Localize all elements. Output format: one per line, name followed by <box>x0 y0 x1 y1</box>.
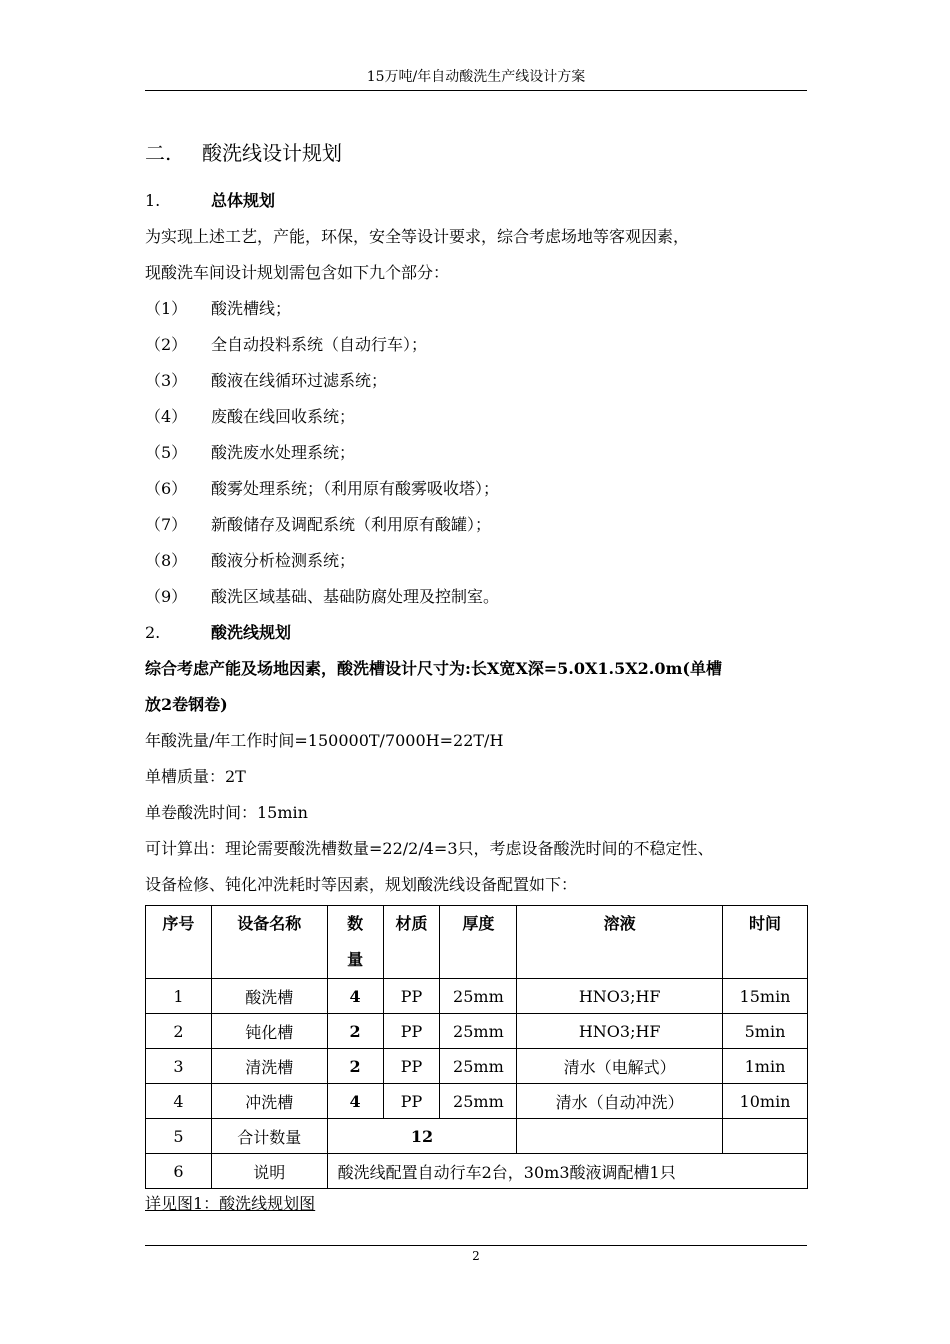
paragraph-line: 现酸洗车间设计规划需包含如下九个部分： <box>145 263 450 282</box>
table-row <box>146 1014 808 1049</box>
cell-no: 1 <box>146 979 212 1014</box>
page-number: 2 <box>472 1249 480 1263</box>
header-thickness: 厚度 <box>440 906 517 979</box>
table-row-note <box>146 1154 808 1189</box>
bold-paragraph-line: 综合考虑产能及场地因素，酸洗槽设计尺寸为:长X宽X深=5.0X1.5X2.0m(单槽 <box>145 659 722 678</box>
list-text: 酸液在线循环过滤系统； <box>211 371 388 390</box>
paragraph-line: 为实现上述工艺，产能，环保，安全等设计要求，综合考虑场地等客观因素， <box>145 227 690 246</box>
cell-qty: 4 <box>327 979 383 1014</box>
figure-reference: 详见图1：酸洗线规划图 <box>145 1194 316 1213</box>
list-text: 新酸储存及调配系统（利用原有酸罐）； <box>211 515 492 534</box>
list-text: 废酸在线回收系统； <box>211 407 356 426</box>
list-text: 酸洗槽线； <box>211 299 292 318</box>
cell-solution: 清水（自动冲洗） <box>517 1084 723 1119</box>
cell-no: 6 <box>146 1154 212 1189</box>
calc-line: 设备检修、钝化冲洗耗时等因素，规划酸洗线设备配置如下： <box>145 875 578 894</box>
bold-paragraph-line: 放2卷钢卷) <box>145 695 228 714</box>
document-body <box>145 134 807 1218</box>
cell-material: PP <box>383 1049 440 1084</box>
cell-name: 酸洗槽 <box>211 979 327 1014</box>
calc-line: 年酸洗量/年工作时间=150000T/7000H=22T/H <box>145 731 504 750</box>
cell-name: 清洗槽 <box>211 1049 327 1084</box>
cell-material: PP <box>383 979 440 1014</box>
list-item <box>145 363 807 399</box>
cell-empty <box>723 1119 808 1154</box>
list-item <box>145 327 807 363</box>
table-header-row <box>146 906 808 979</box>
list-item <box>145 291 807 327</box>
header-no: 序号 <box>146 906 212 979</box>
cell-empty <box>517 1119 723 1154</box>
list-index: （8） <box>145 551 188 570</box>
equipment-table <box>145 905 808 1189</box>
list-index: （7） <box>145 515 188 534</box>
subsection-number: 2. <box>145 623 161 642</box>
list-text: 酸雾处理系统；（利用原有酸雾吸收塔）； <box>211 479 500 498</box>
cell-name: 冲洗槽 <box>211 1084 327 1119</box>
list-item <box>145 471 807 507</box>
calc-line: 单槽质量：2T <box>145 767 246 786</box>
subsection-title: 酸洗线规划 <box>211 623 292 642</box>
cell-no: 4 <box>146 1084 212 1119</box>
list-item <box>145 399 807 435</box>
list-item <box>145 507 807 543</box>
subsection-number: 1. <box>145 191 161 210</box>
cell-name: 说明 <box>211 1154 327 1189</box>
section-title: 酸洗线设计规划 <box>202 141 342 165</box>
list-text: 酸洗废水处理系统； <box>211 443 356 462</box>
cell-note: 酸洗线配置自动行车2台，30m3酸液调配槽1只 <box>327 1154 807 1189</box>
page-header: 15万吨/年自动酸洗生产线设计方案 <box>145 64 807 91</box>
cell-qty: 2 <box>327 1049 383 1084</box>
cell-thickness: 25mm <box>440 1049 517 1084</box>
cell-qty: 4 <box>327 1084 383 1119</box>
header-name: 设备名称 <box>211 906 327 979</box>
cell-qty: 2 <box>327 1014 383 1049</box>
cell-no: 3 <box>146 1049 212 1084</box>
list-text: 全自动投料系统（自动行车）； <box>211 335 428 354</box>
cell-total-qty: 12 <box>327 1119 517 1154</box>
cell-material: PP <box>383 1014 440 1049</box>
cell-name: 合计数量 <box>211 1119 327 1154</box>
calc-line: 单卷酸洗时间：15min <box>145 803 308 822</box>
list-index: （1） <box>145 299 188 318</box>
list-index: （3） <box>145 371 188 390</box>
list-text: 酸液分析检测系统； <box>211 551 356 570</box>
subsection-heading-1 <box>145 183 807 219</box>
table-row-total <box>146 1119 808 1154</box>
header-qty: 数 量 <box>327 906 383 979</box>
cell-name: 钝化槽 <box>211 1014 327 1049</box>
list-item <box>145 579 807 615</box>
cell-time: 1min <box>723 1049 808 1084</box>
subsection-heading-2 <box>145 615 807 651</box>
cell-no: 5 <box>146 1119 212 1154</box>
cell-time: 5min <box>723 1014 808 1049</box>
footer-rule <box>145 1245 807 1246</box>
cell-solution: 清水（电解式） <box>517 1049 723 1084</box>
cell-thickness: 25mm <box>440 979 517 1014</box>
section-number: 二. <box>145 141 172 165</box>
cell-solution: HNO3;HF <box>517 1014 723 1049</box>
header-solution: 溶液 <box>517 906 723 979</box>
list-index: （2） <box>145 335 188 354</box>
cell-thickness: 25mm <box>440 1014 517 1049</box>
cell-no: 2 <box>146 1014 212 1049</box>
cell-time: 15min <box>723 979 808 1014</box>
table-row <box>146 1049 808 1084</box>
table-row <box>146 979 808 1014</box>
list-index: （4） <box>145 407 188 426</box>
list-item <box>145 435 807 471</box>
cell-solution: HNO3;HF <box>517 979 723 1014</box>
section-heading <box>145 134 807 172</box>
cell-material: PP <box>383 1084 440 1119</box>
table-row <box>146 1084 808 1119</box>
header-time: 时间 <box>723 906 808 979</box>
list-index: （6） <box>145 479 188 498</box>
list-item <box>145 543 807 579</box>
subsection-title: 总体规划 <box>211 191 276 210</box>
cell-time: 10min <box>723 1084 808 1119</box>
header-material: 材质 <box>383 906 440 979</box>
list-index: （5） <box>145 443 188 462</box>
calc-line: 可计算出：理论需要酸洗槽数量=22/2/4=3只，考虑设备酸洗时间的不稳定性、 <box>145 839 714 858</box>
list-text: 酸洗区域基础、基础防腐处理及控制室。 <box>211 587 500 606</box>
list-index: （9） <box>145 587 188 606</box>
cell-thickness: 25mm <box>440 1084 517 1119</box>
parts-list <box>145 291 807 615</box>
